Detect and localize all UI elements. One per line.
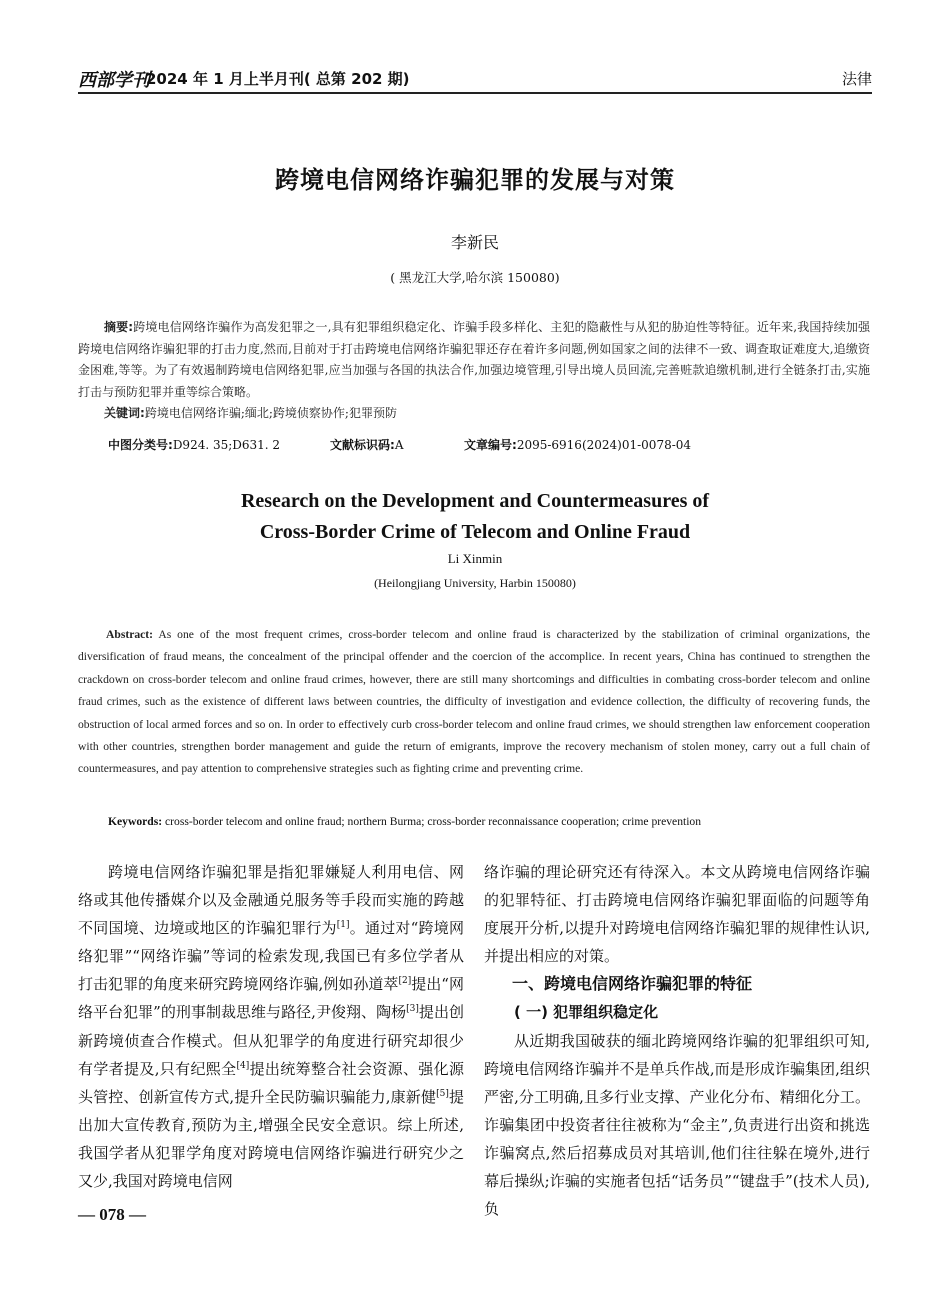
body-paragraph: 从近期我国破获的缅北跨境网络诈骗的犯罪组织可知,跨境电信网络诈骗并不是单兵作战,而是形成诈骗集团,组织严密,分工明确,且多行业支撑、产业化分布、精细化分工。诈骗集团中投资者往往被称为“金主”,负责进行出资和挑选诈骗窝点,然后招募成员对其培训,他们往往躲在境外,进行幕后操纵;诈骗的实施者包括“话务员”“键盘手”(技术人员),负 bbox=[484, 1031, 870, 1219]
body-column-left bbox=[78, 858, 464, 1195]
body-column-right bbox=[484, 858, 870, 1223]
keywords-text: 跨境电信网络诈骗;缅北;跨境侦察协作;犯罪预防 bbox=[144, 406, 397, 420]
citation-ref[interactable]: [4] bbox=[236, 1060, 250, 1071]
english-keywords-label: Keywords: bbox=[108, 815, 163, 828]
keywords-label: 关键词: bbox=[104, 406, 145, 420]
section-heading: 一、跨境电信网络诈骗犯罪的特征 bbox=[512, 974, 753, 994]
citation-ref[interactable]: [5] bbox=[436, 1088, 449, 1099]
chinese-abstract bbox=[78, 317, 870, 425]
english-keywords-text: cross-border telecom and online fraud; northern Burma; cross-border reconnaissance cooperation; crime prevention bbox=[165, 815, 702, 828]
english-abstract bbox=[78, 624, 870, 781]
clc-number: 中图分类号:D924. 35;D631. 2 bbox=[108, 438, 281, 452]
author-affiliation: ( 黑龙江大学,哈尔滨 150080) bbox=[390, 270, 560, 285]
abstract-label: 摘要: bbox=[104, 320, 134, 334]
english-abstract-label: Abstract: bbox=[106, 628, 154, 641]
abstract-text: 跨境电信网络诈骗作为高发犯罪之一,具有犯罪组织稳定化、诈骗手段多样化、主犯的隐蔽性与从犯的胁迫性等特征。近年来,我国持续加强跨境电信网络诈骗犯罪的打击力度,然而,目前对于打击跨境电信网络诈骗犯罪还存在着许多问题,例如国家之间的法律不一致、调查取证难度大,追缴资金困难,等等。为了有效遏制跨境电信网络犯罪,应当加强与各国的执法合作,加强边境管理,引导出境人员回流,完善赃款追缴机制,进行全链条打击,实施打击与预防犯罪并重等综合策略。 bbox=[78, 320, 870, 399]
subsection-heading: ( 一) 犯罪组织稳定化 bbox=[514, 1003, 659, 1022]
english-title-line: Research on the Development and Countermeasures of bbox=[240, 490, 710, 512]
english-title bbox=[0, 486, 950, 548]
citation-ref[interactable]: [3] bbox=[406, 1004, 419, 1015]
document-code: 文献标识码:A bbox=[330, 438, 404, 452]
citation-ref[interactable]: [1] bbox=[336, 920, 350, 931]
english-author: Li Xinmin bbox=[447, 551, 503, 566]
body-paragraph: 络诈骗的理论研究还有待深入。本文从跨境电信网络诈骗的犯罪特征、打击跨境电信网络诈骗犯罪面临的问题等角度展开分析,以提升对跨境电信网络诈骗犯罪的规律性认识,并提出相应的对策。 bbox=[484, 863, 870, 966]
english-title-line: Cross-Border Crime of Telecom and Online Fraud bbox=[259, 521, 691, 543]
author-name: 李新民 bbox=[450, 233, 499, 252]
running-header bbox=[78, 62, 872, 94]
english-abstract-text: As one of the most frequent crimes, cross-border telecom and online fraud is characterized by the stabilization of criminal organizations, the diversification of fraud means, the concealment of the principal offender and the coercion of the accomplice. In recent years, China has continued to strengthen the crackdown on cross-border telecom and online fraud crimes, however, there are still many shortcomings and difficulties in combating cross-border telecom and online fraud crimes, such as the existence of different laws between countries, the difficulty of investigation and evidence collection, the difficulty of recovering funds, the obstruction of local armed forces and so on. In order to effectively curb cross-border telecom and online fraud crimes, we should strengthen law enforcement cooperation with other countries, strengthen border management and guide the return of emigrants, improve the recovery mechanism of stolen money, carry out a full chain of countermeasures, and pay attention to comprehensive strategies such as fighting crime and preventing crime. bbox=[78, 628, 870, 776]
section-label: 法律 bbox=[841, 70, 872, 88]
issue-info: 2024 年 1 月上半月刊( 总第 202 期) bbox=[146, 70, 410, 88]
paper-title: 跨境电信网络诈骗犯罪的发展与对策 bbox=[275, 166, 675, 194]
article-number: 文章编号:2095-6916(2024)01-0078-04 bbox=[464, 438, 692, 452]
english-affiliation: (Heilongjiang University, Harbin 150080) bbox=[374, 576, 576, 590]
english-keywords bbox=[108, 815, 878, 828]
body-paragraph: 跨境电信网络诈骗犯罪是指犯罪嫌疑人利用电信、网络或其他传播媒介以及金融通兑服务等手段而实施的跨越不同国境、边境或地区的诈骗犯罪行为[1]。通过对“跨境网络犯罪”“网络诈骗”等词的检索发现,我国已有多位学者从打击犯罪的角度来研究跨境网络诈骗,例如孙道萃[2]提出“网络平台犯罪”的刑事制裁思维与路径,尹俊翔、陶杨[3]提出创新跨境侦查合作模式。但从犯罪学的角度进行研究却很少有学者提及,只有纪熙全[4]提出统筹整合社会资源、强化源头管控、创新宣传方式,提升全民防骗识骗能力,康新健[5]提出加大宣传教育,预防为主,增强全民安全意识。综上所述,我国学者从犯罪学角度对跨境电信网络诈骗进行研究少之又少,我国对跨境电信网 bbox=[78, 863, 464, 1191]
citation-ref[interactable]: [2] bbox=[398, 976, 412, 987]
journal-logo: 西部学刊 bbox=[78, 70, 150, 91]
page-number: — 078 — bbox=[78, 1205, 146, 1224]
